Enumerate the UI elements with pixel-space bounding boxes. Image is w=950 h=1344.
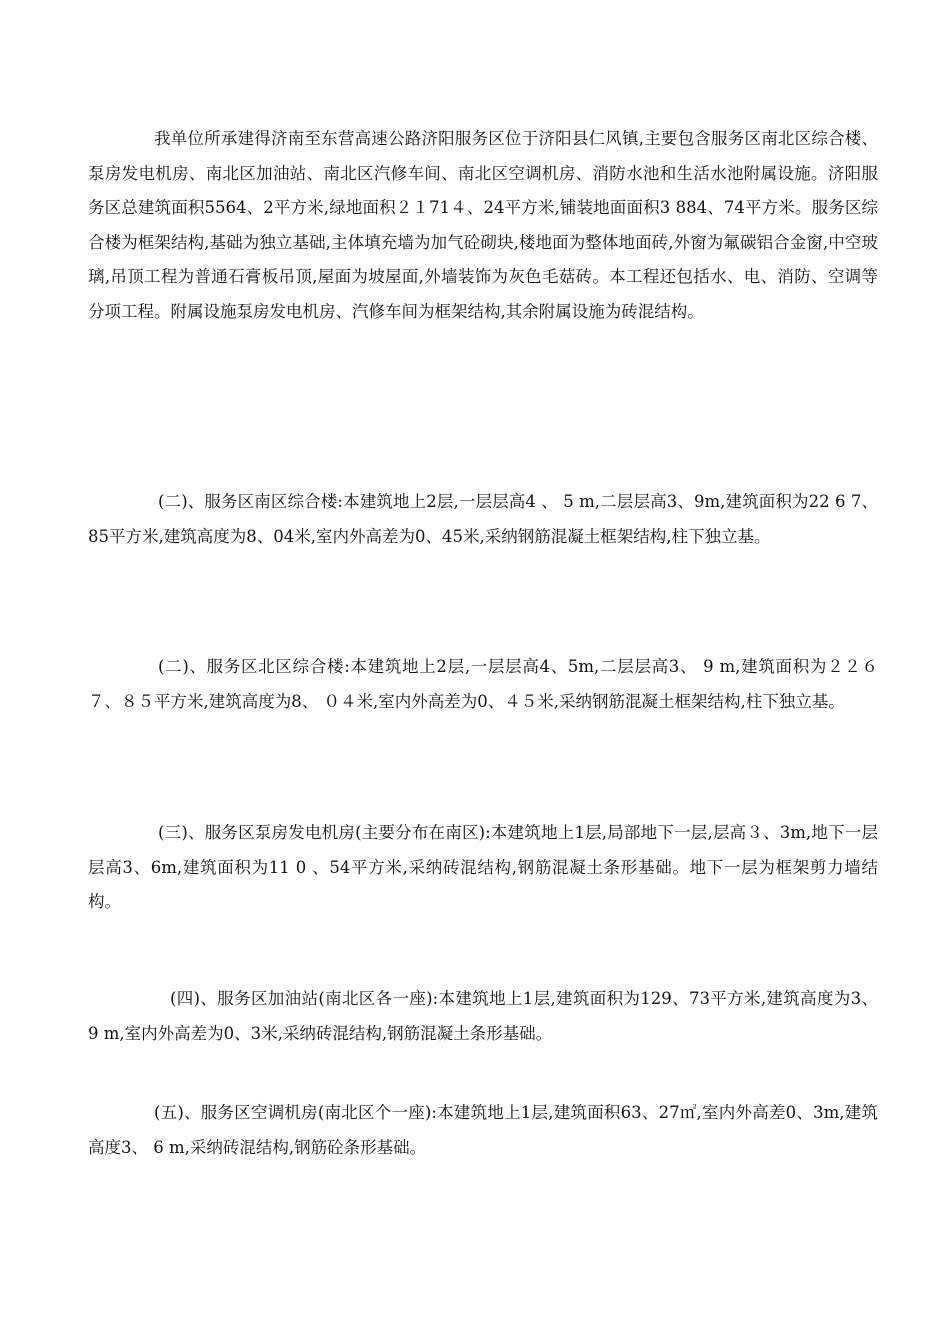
south-complex-paragraph: (二)、服务区南区综合楼:本建筑地上2层,一层层高4 、 5 m,二层层高3、9m,建筑面积为22 6 7、85平方米,建筑高度为8、04米,室内外高差为0、45米,采纳钢筋混凝土框架结构,柱下独立基。	[88, 492, 878, 546]
project-overview-paragraph: 我单位所承建得济南至东营高速公路济阳服务区位于济阳县仁风镇,主要包含服务区南北区综合楼、泵房发电机房、南北区加油站、南北区汽修车间、南北区空调机房、消防水池和生活水池附属设施。济阳服务区总建筑面积5564、2平方米,绿地面积２１71４、24平方米,铺装地面面积3 884、74平方米。服务区综合楼为框架结构,基础为独立基础,主体填充墙为加气砼砌块,楼地面为整体地面砖,外窗为氟碳铝合金窗,中空玻璃,吊顶工程为普通石膏板吊顶,屋面为坡屋面,外墙装饰为灰色毛菇砖。本工程还包括水、电、消防、空调等分项工程。附属设施泵房发电机房、汽修车间为框架结构,其余附属设施为砖混结构。	[88, 129, 878, 321]
north-complex-paragraph: (二)、服务区北区综合楼:本建筑地上2层,一层层高4、5m,二层层高3、 9 m,建筑面积为２２６７、８５平方米,建筑高度为8、 ０４米,室内外高差为0、４５米,采纳钢筋混凝土框架结构,柱下独立基。	[88, 657, 878, 711]
pump-generator-room-paragraph: (三)、服务区泵房发电机房(主要分布在南区):本建筑地上1层,局部地下一层,层高３、3m,地下一层层高3、6m,建筑面积为11 0 、54平方米,采纳砖混结构,钢筋混凝土条形基础。地下一层为框架剪力墙结构。	[88, 823, 878, 912]
gas-station-paragraph: (四)、服务区加油站(南北区各一座):本建筑地上1层,建筑面积为129、73平方米,建筑高度为3、 9 m,室内外高差为0、3米,采纳砖混结构,钢筋混凝土条形基础。	[88, 989, 878, 1043]
air-conditioning-room-paragraph: (五)、服务区空调机房(南北区个一座):本建筑地上1层,建筑面积63、27㎡,室内外高差0、3m,建筑高度3、 6 m,采纳砖混结构,钢筋砼条形基础。	[88, 1103, 878, 1157]
